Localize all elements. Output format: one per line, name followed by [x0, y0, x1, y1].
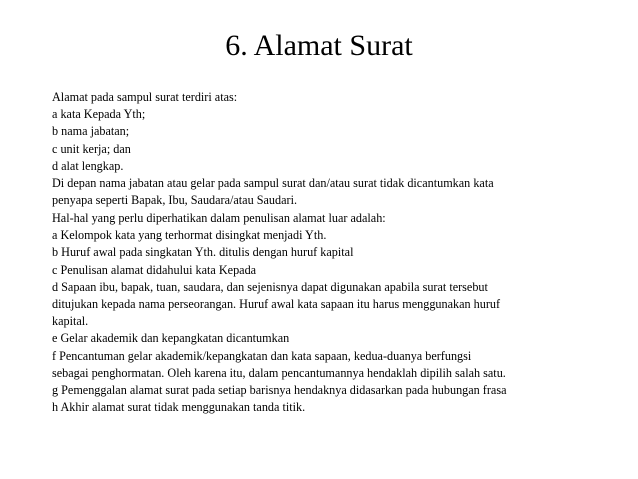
text-line: b nama jabatan;: [52, 124, 130, 139]
text-line: Di depan nama jabatan atau gelar pada sampul surat dan/atau surat tidak dicantumkan kata: [52, 176, 494, 191]
text-line: d alat lengkap.: [52, 158, 124, 173]
text-line: a Kelompok kata yang terhormat disingkat menjadi Yth.: [52, 228, 327, 243]
text-line: c unit kerja; dan: [52, 141, 131, 156]
text-line: kapital.: [52, 314, 89, 329]
text-line: h Akhir alamat surat tidak menggunakan tanda titik.: [52, 400, 306, 415]
text-line: sebagai penghormatan. Oleh karena itu, dalam pencantumannya hendaklah dipilih salah satu.: [52, 365, 506, 380]
text-line: g Pemenggalan alamat surat pada setiap barisnya hendaknya didasarkan pada hubungan frasa: [52, 383, 507, 398]
text-line: penyapa seperti Bapak, Ibu, Saudara/atau Saudari.: [52, 193, 298, 208]
text-line: a kata Kepada Yth;: [52, 107, 146, 122]
text-line: c Penulisan alamat didahului kata Kepada: [52, 262, 257, 277]
text-line: e Gelar akademik dan kepangkatan dicantumkan: [52, 331, 290, 346]
address-components-block: [52, 89, 612, 209]
writing-rules-block: [52, 210, 612, 416]
slide-title: 6. Alamat Surat: [225, 29, 413, 62]
text-line: f Pencantuman gelar akademik/kepangkatan dan kata sapaan, kedua-duanya berfungsi: [52, 348, 472, 363]
text-line: Hal-hal yang perlu diperhatikan dalam penulisan alamat luar adalah:: [52, 211, 386, 225]
text-line: Alamat pada sampul surat terdiri atas:: [52, 90, 238, 104]
text-line: d Sapaan ibu, bapak, tuan, saudara, dan sejenisnya dapat digunakan apabila surat tersebut: [52, 279, 488, 294]
text-line: ditujukan kepada nama perseorangan. Huruf awal kata sapaan itu harus menggunakan huruf: [52, 297, 501, 312]
text-line: b Huruf awal pada singkatan Yth. ditulis dengan huruf kapital: [52, 245, 354, 260]
